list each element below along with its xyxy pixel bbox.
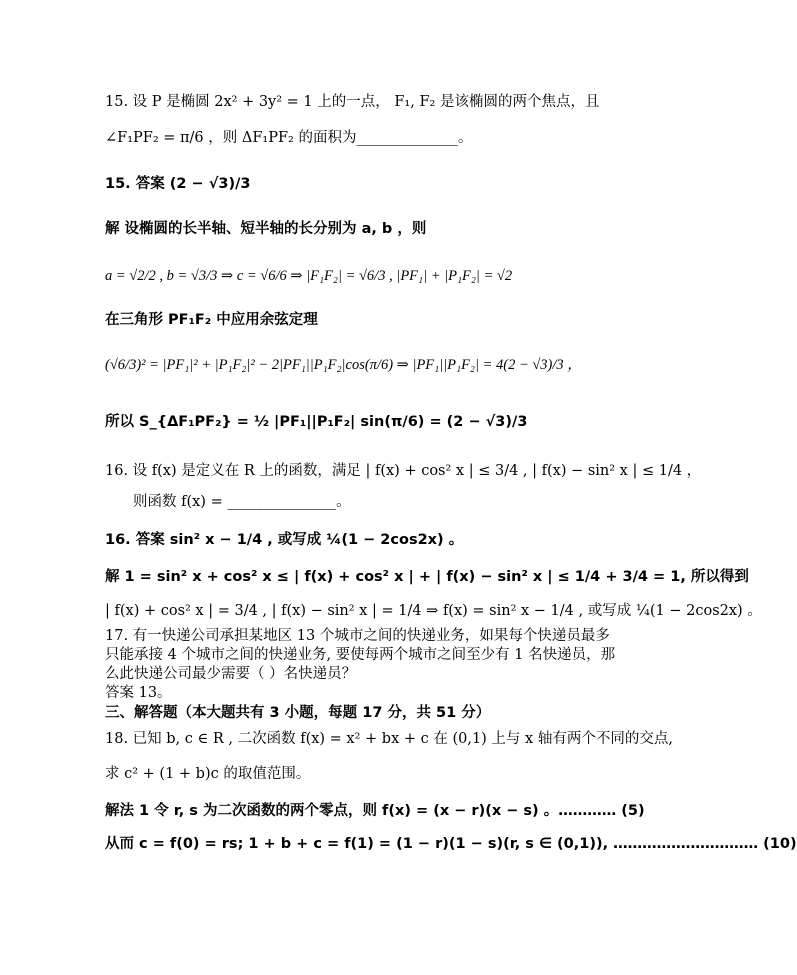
q18-line2: 求 c² + (1 + b)c 的取值范围。 [105, 766, 311, 782]
q17-line3: 么此快递公司最少需要（ ）名快递员？ [105, 666, 357, 682]
section-title: 三、解答题（本大题共有 3 小题，每题 17 分，共 51 分） [105, 705, 491, 721]
q18-line1: 18. 已知 b, c ∈ R , 二次函数 f(x) = x² + bx + c 在 (0,1) 上与 x 轴有两个不同的交点, [105, 731, 673, 747]
q15-solution-4: (√6/3)² = |PF₁|² + |P₁F₂|² − 2|PF₁||P₁F₂|cos(π/6) ⇒ |PF₁||P₁F₂| = 4(2 − √3)/3 ， [105, 357, 582, 373]
q15-answer: 15. 答案 (2 − √3)/3 [105, 176, 251, 192]
q15-line2: ∠F₁PF₂ = π/6 ，则 ΔF₁PF₂ 的面积为______________。 [105, 130, 473, 146]
q15-solution-2: a = √2/2 , b = √3/3 ⇒ c = √6/6 ⇒ |F₁F₂| = √6/3 , |PF₁| + |P₁F₂| = √2 [105, 268, 513, 284]
q18-solution-2: 从而 c = f(0) = rs; 1 + b + c = f(1) = (1 − r)(1 − s)(r, s ∈ (0,1)), ………………………… (10) [105, 836, 797, 852]
q17-line2: 只能承接 4 个城市之间的快递业务, 要使每两个城市之间至少有 1 名快递员，那 [105, 647, 616, 663]
q16-solution-1: 解 1 = sin² x + cos² x ≤ | f(x) + cos² x | + | f(x) − sin² x | ≤ 1/4 + 3/4 = 1, 所以得到 [105, 569, 749, 585]
q15-solution-5: 所以 S_{ΔF₁PF₂} = ½ |PF₁||P₁F₂| sin(π/6) = (2 − √3)/3 [105, 414, 528, 430]
q16-line2: 则函数 f(x) = _______________。 [133, 494, 351, 510]
q16-answer: 16. 答案 sin² x − 1/4 , 或写成 ¼(1 − 2cos2x) 。 [105, 532, 464, 548]
q15-solution-3: 在三角形 PF₁F₂ 中应用余弦定理 [105, 312, 318, 328]
q18-solution-1: 解法 1 令 r, s 为二次函数的两个零点，则 f(x) = (x − r)(x − s) 。………… (5) [105, 803, 645, 819]
q15-solution-1: 解 设椭圆的长半轴、短半轴的长分别为 a, b ，则 [105, 221, 427, 237]
q17-line1: 17. 有一快递公司承担某地区 13 个城市之间的快递业务，如果每个快递员最多 [105, 628, 610, 644]
q16-line1: 16. 设 f(x) 是定义在 R 上的函数，满足 | f(x) + cos² x | ≤ 3/4 , | f(x) − sin² x | ≤ 1/4 ， [105, 463, 702, 479]
q16-solution-2: | f(x) + cos² x | = 3/4 , | f(x) − sin² x | = 1/4 ⇒ f(x) = sin² x − 1/4 , 或写成 ¼(1 − 2cos2x) 。 [105, 603, 762, 619]
q15-line1: 15. 设 P 是椭圆 2x² + 3y² = 1 上的一点， F₁, F₂ 是该椭圆的两个焦点，且 [105, 94, 600, 110]
q17-answer: 答案 13。 [105, 685, 172, 701]
